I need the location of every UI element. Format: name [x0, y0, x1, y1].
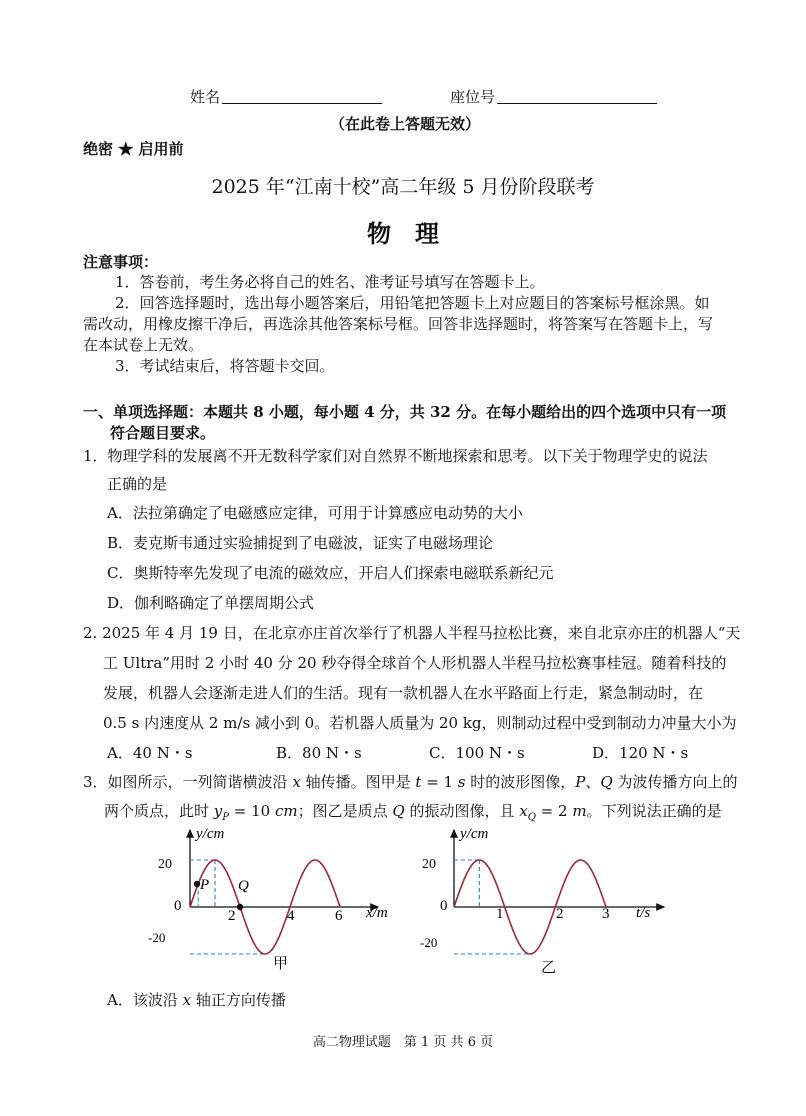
t-tick-2: 2	[556, 906, 564, 922]
q1-stem-line-2: 正确的是	[107, 475, 168, 493]
note-3: 3．考试结束后，将答题卡交回。	[115, 357, 335, 375]
exam-title: 2025 年“江南十校”高二年级 5 月份阶段联考	[211, 176, 595, 198]
invalid-note: （在此卷上答题无效）	[330, 115, 481, 133]
x-axis-label: x/m	[366, 905, 388, 921]
t-axis-label: t/s	[636, 905, 651, 921]
point-p-label: P	[200, 877, 210, 893]
wave-graph-jia	[148, 822, 400, 992]
t-tick-3: 3	[602, 906, 610, 922]
figure-caption-yi: 乙	[541, 960, 557, 976]
t-tick-1: 1	[496, 906, 504, 922]
name-label: 姓名	[190, 88, 221, 106]
page-footer: 高二物理试题 第 1 页 共 6 页	[312, 1035, 494, 1050]
y-tick-top: 20	[158, 857, 172, 872]
q3-stem-line-1: 3．如图所示，一列简谐横波沿 x 轴传播。图甲是 t = 1 s 时的波形图像，P、Q 为波传播方向上的	[83, 773, 738, 791]
section-heading-line-2: 符合题目要求。	[110, 424, 216, 442]
y-tick-bottom: -20	[420, 935, 438, 950]
q1-option-d: D．伽利略确定了单摆周期公式	[107, 594, 315, 612]
vibration-graph-yi	[414, 822, 674, 992]
y-axis-label: y/cm	[460, 826, 489, 842]
y-axis-label: y/cm	[196, 826, 225, 842]
q1-option-a: A．法拉第确定了电磁感应定律，可用于计算感应电动势的大小	[107, 504, 523, 522]
figure-caption-jia: 甲	[273, 956, 289, 972]
x-tick-4: 4	[287, 908, 295, 924]
secret-label: 绝密 ★ 启用前	[83, 140, 184, 158]
notes-heading: 注意事项：	[83, 253, 159, 271]
note-2-line-2: 需改动，用橡皮擦干净后，再选涂其他答案标号框。回答非选择题时，将答案写在答题卡上，写	[83, 315, 714, 333]
x-tick-2: 2	[228, 908, 236, 924]
q2-stem-line-4: 0.5 s 内速度从 2 m/s 减小到 0。若机器人质量为 20 kg，则制动过程中受到制动力冲量大小为	[103, 714, 737, 732]
seat-blank[interactable]	[497, 103, 657, 104]
seat-label: 座位号	[450, 88, 496, 106]
subject-title: 物 理	[367, 219, 439, 248]
note-2-line-1: 2．回答选择题时，选出每小题答案后，用铅笔把答题卡上对应题目的答案标号框涂黑。如	[115, 294, 710, 312]
origin-label: 0	[174, 898, 182, 914]
q2-option-d: D．120 N・s	[592, 744, 689, 762]
point-q-label: Q	[238, 878, 249, 894]
q1-stem-line-1: 1．物理学科的发展离不开无数科学家们对自然界不断地探索和思考。以下关于物理学史的说法	[83, 447, 708, 465]
y-tick-top: 20	[422, 857, 436, 872]
q2-option-b: B．80 N・s	[276, 744, 362, 762]
q2-option-a: A．40 N・s	[107, 744, 193, 762]
q2-stem-line-2: 工 Ultra”用时 2 小时 40 分 20 秒夺得全球首个人形机器人半程马拉松赛事桂冠。随着科技的	[103, 654, 727, 672]
note-1: 1．答卷前，考生务必将自己的姓名、准考证号填写在答题卡上。	[115, 273, 545, 291]
name-blank[interactable]	[222, 103, 382, 104]
note-2-line-3: 在本试卷上无效。	[83, 336, 204, 354]
q2-option-c: C．100 N・s	[429, 744, 525, 762]
x-tick-6: 6	[335, 908, 343, 924]
y-tick-bottom: -20	[148, 930, 166, 945]
q2-stem-line-3: 发展，机器人会逐渐走进人们的生活。现有一款机器人在水平路面上行走，紧急制动时，在	[103, 684, 704, 702]
origin-label: 0	[440, 898, 448, 914]
q3-stem-line-2: 两个质点，此时 $y_P = 10$ cm；图乙是质点 Q 的振动图像，且 $x_Q = 2$ m。下列说法正确的是	[104, 802, 722, 823]
point-q	[237, 904, 243, 910]
q1-option-c: C．奥斯特率先发现了电流的磁效应，开启人们探索电磁联系新纪元	[107, 564, 554, 582]
q1-option-b: B．麦克斯韦通过实验捕捉到了电磁波，证实了电磁场理论	[107, 534, 494, 552]
q3-option-a: A．该波沿 x 轴正方向传播	[107, 991, 286, 1009]
q2-stem-line-1: 2. 2025 年 4 月 19 日，在北京亦庄首次举行了机器人半程马拉松比赛，来自北京亦庄的机器人“天	[83, 624, 741, 642]
section-heading-line-1: 一、单项选择题：本题共 8 小题，每小题 4 分，共 32 分。在每小题给出的四个选项中只有一项	[83, 403, 727, 421]
